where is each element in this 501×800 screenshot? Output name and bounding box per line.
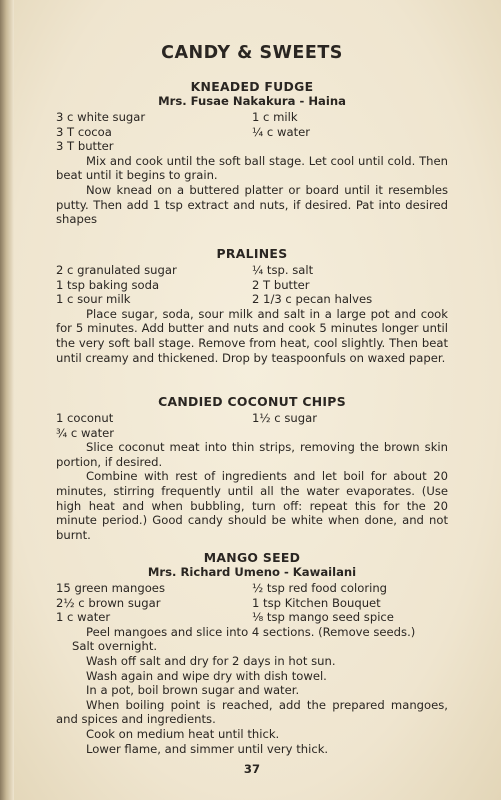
recipe-step: Combine with rest of ingredients and let boil for about 20 minutes, stirring frequently until all the water evaporates. (Use high heat and when bubbling, turn off: repeat this for the 20 minute period.) Good candy should be white when done, and not burnt. — [56, 469, 448, 542]
recipe-title: CANDIED COCONUT CHIPS — [158, 394, 346, 409]
ingredient: 1½ c sugar — [252, 411, 317, 425]
recipe-step: Slice coconut meat into thin strips, removing the brown skin portion, if desired. — [56, 440, 448, 469]
recipe-step: In a pot, boil brown sugar and water. — [86, 683, 300, 698]
recipe-candied-coconut-chips — [56, 395, 448, 542]
ingredient — [252, 139, 448, 154]
ingredient — [252, 426, 448, 441]
ingredient: 1 tsp baking soda — [56, 277, 160, 292]
ingredient-list — [56, 581, 448, 625]
recipe-title: PRALINES — [216, 246, 288, 261]
recipe-kneaded-fudge — [56, 80, 448, 227]
recipe-step: Place sugar, soda, sour milk and salt in a large pot and cook for 5 minutes. Add butter and nuts and cook 5 minutes longer until the very soft ball stage. Remove from heat, cool slightly. Then beat until creamy and thickened. Drop by teaspoonfuls on waxed paper. — [56, 306, 448, 365]
recipe-step: Now knead on a buttered platter or board until it resembles putty. Then add 1 tsp extract and nuts, if desired. Pat into desired shapes — [56, 182, 448, 227]
ingredient: 2 T butter — [252, 277, 310, 292]
ingredient-row — [56, 125, 448, 140]
ingredient: 3 c white sugar — [56, 110, 146, 124]
ingredient: ½ tsp red food coloring — [252, 581, 388, 595]
recipe-step: Cook on medium heat until thick. — [86, 726, 280, 741]
ingredient-row — [56, 596, 448, 611]
recipe-step: Salt overnight. — [72, 639, 158, 654]
ingredient: ⅛ tsp mango seed spice — [252, 610, 394, 625]
ingredient: 1 coconut — [56, 411, 114, 425]
recipe-step: When boiling point is reached, add the prepared mangoes, and spices and ingredients. — [56, 697, 448, 727]
ingredient-row — [56, 292, 448, 307]
ingredient: 15 green mangoes — [56, 581, 165, 595]
recipe-title: MANGO SEED — [203, 550, 301, 565]
ingredient-row — [56, 139, 448, 154]
ingredient-row — [56, 610, 448, 625]
recipe-mango-seed — [56, 551, 448, 756]
recipe-credit: Mrs. Richard Umeno - Kawailani — [147, 565, 357, 579]
ingredient-row — [56, 581, 448, 596]
ingredient-list — [56, 263, 448, 307]
recipe-title: KNEADED FUDGE — [190, 79, 314, 94]
ingredient: 1 c sour milk — [56, 292, 131, 307]
ingredient: 3 T butter — [56, 139, 114, 154]
recipe-step: Peel mangoes and slice into 4 sections. (Remove seeds.) — [86, 624, 416, 639]
ingredient-list — [56, 411, 448, 440]
ingredient: ¾ c water — [56, 425, 115, 440]
page-number: 37 — [243, 762, 261, 776]
ingredient: ¼ tsp. salt — [252, 263, 314, 277]
ingredient: 2 1/3 c pecan halves — [252, 292, 373, 307]
ingredient-row — [56, 263, 448, 278]
ingredient-row — [56, 110, 448, 125]
ingredient: 1 c water — [56, 610, 111, 625]
ingredient-row — [56, 426, 448, 441]
ingredient: 3 T cocoa — [56, 124, 112, 139]
recipe-step: Lower flame, and simmer until very thick. — [86, 741, 329, 756]
recipe-step: Mix and cook until the soft ball stage. Let cool until cold. Then beat until it begins to grain. — [56, 153, 448, 183]
ingredient: 2 c granulated sugar — [56, 263, 177, 277]
ingredient-list — [56, 110, 448, 154]
page-spine-shadow — [0, 0, 14, 800]
ingredient: 1 tsp Kitchen Bouquet — [252, 595, 381, 610]
recipe-pralines — [56, 247, 448, 365]
ingredient-row — [56, 411, 448, 426]
ingredient: 2½ c brown sugar — [56, 595, 161, 610]
page-title: CANDY & SWEETS — [161, 43, 343, 63]
ingredient: ¼ c water — [252, 124, 311, 139]
ingredient: 1 c milk — [252, 110, 298, 124]
recipe-step: Wash again and wipe dry with dish towel. — [86, 668, 327, 683]
recipe-step: Wash off salt and dry for 2 days in hot sun. — [86, 653, 336, 668]
recipe-credit: Mrs. Fusae Nakakura - Haina — [158, 94, 346, 108]
ingredient-row — [56, 278, 448, 293]
